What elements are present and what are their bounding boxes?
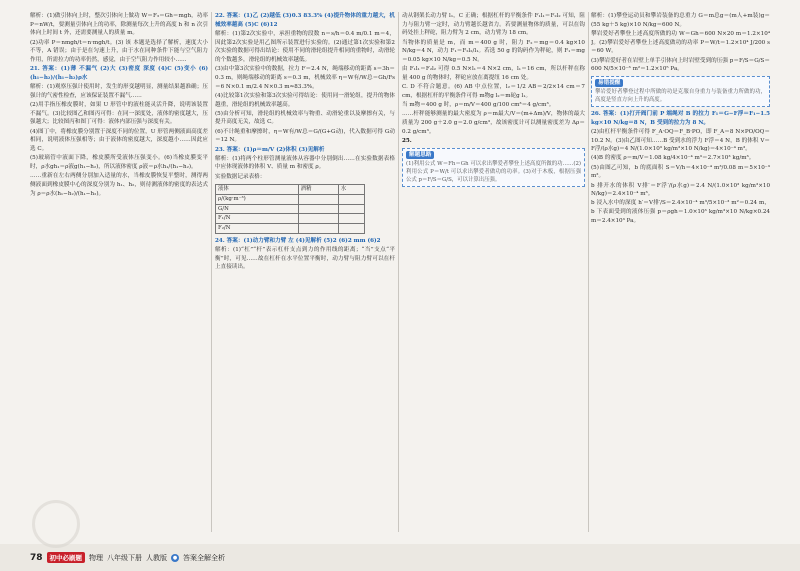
paragraph: ……杆秤能够测量的最大密度为 ρ＝m最大/V＝(m+Δm)/V，物体的最大质量为 200 g＋2.0 g＝2.0 g/cm³，故该密度计可以测量密度差为 Δρ＝0.2 g/cm³。 [402, 111, 585, 135]
paragraph: (3)攀岩爱好者在岩壁上单手引体向上时岩壁受到的压强 p＝F/S＝G/S＝600 N/5×10⁻³ m²＝1.2×10⁵ Pa。 [591, 57, 770, 73]
paragraph: 攀岩爱好者攀登上述高度所做的功 W＝Gh＝600 N×20 m＝1.2×10⁴ J。(2)攀岩爱好者攀登上述高度做功的功率 P＝W/t＝1.2×10⁴ J/200 s＝60 W。 [591, 30, 770, 55]
paragraph: 动从钢架长动力臂 l₁，C 正确；根据杠杆的平衡条件 F₁l₁＝F₂l₂ 可知，阻力与阻力臂一定时，动力臂越长越省力。若要测量物体的质量，可以在钩码处挂上秤砣，阻力臂为 2 cm，动力臂为 18 cm。 [402, 13, 585, 37]
answer-21: 21. 答案：(1)薄 不漏气 (2)大 (3)密度 深度 (4)C (5)变小 (6)(h₁−h₂)/(h₁−h₂)ρ水 [30, 66, 208, 81]
paragraph: C. D 不符合题意。(6) AB 中点位置，l₂＝1/2 AB＝2/2×14 cm＝7 cm，根据杠杆的平衡条件可得 m物g l₂＝m砣g l₁。 [402, 84, 585, 99]
paragraph: (4)图丁中，将橡皮膜分别置于深度不同的位置，U 形管两侧液面高度差相同，说明液体压强相等；由于液体的密度越大，深度越小……因此应选 C。 [30, 128, 208, 153]
column-2 [215, 12, 395, 532]
analysis-text: (1)利用公式 W＝Fh＝Gh 可以求出攀爱者攀登上述高度所做的功……(2)利用公式 P＝W/t 可以求出攀爱者做功的功率。(3)对于木板，根据压强公式 p＝F/S＝G/S，可以计算出压强。 [406, 160, 581, 183]
paragraph: 解析：(1)攀登运动员和攀岩装备的总重力 G＝m总g＝(m人+m装)g＝(55 kg＋5 kg)×10 N/kg＝600 N。 [591, 13, 770, 28]
section-label: 答案全解全析 [183, 553, 226, 562]
paragraph: 当物体的质量是 m，而 m＝400 g 时，阻力 F₂＝mg＝0.4 kg×10 N/kg＝4 N，动力 F₁＝F₂l₂/l₁。若选 50 g 的钩码作为秤砣，则 F₁＝mg＝0.05 kg×10 N/kg＝0.5 N。 [402, 39, 585, 64]
paragraph: 当 m物＝400 g 时，ρ＝m/V＝400 g/100 cm³＝4 g/cm³。 [402, 102, 555, 109]
paragraph: 解析：(1)将两个柱形管测量液体从容器中分别倒出……在实验数据表格中应体现液体的体积 V、质量 m 和密度 ρ。 [215, 155, 395, 171]
table-header-cell: 液体 [216, 185, 299, 195]
series-badge: 初中必刷题 [47, 552, 86, 563]
paragraph: (2)用手指压橡皮膜时，如果 U 形管中的液柱能灵活升降，说明该装置不漏气。(3)比较图乙和图丙可得：在同一深度处，液体的密度越大，压强越大；比较图丙和图丁可得：液体内部压强与深度有关。 [30, 102, 208, 126]
paragraph: b 排开水的体积 V排′＝F浮′/(ρ水g)＝2.4 N/(1.0×10³ kg/m³×10 N/kg)＝2.4×10⁻⁴ m³。 [591, 182, 770, 198]
analysis-label: 解题思路 [406, 151, 434, 159]
subject-label: 物理 [89, 553, 104, 562]
paragraph: (2)由杠杆平衡条件可得 F_A·OQ＝F_B·PO，即 F_A＝8 N×PO/OQ＝10.2 N。(3)由乙图可知……B 受到水的浮力 F浮＝4 N，B 的体积 V＝F浮/(ρ水g)＝4 N/(1.0×10³ kg/m³×10 N/kg)＝4×10⁻⁴ m³。 [591, 128, 770, 153]
paragraph: 解析：(1)做引体向上时，整次引体向上做功 W＝F₃＝Gh＝mgh，功率 P＝nW/t，要测量引体向上的功率，除测量每次上升的高度 h 和 n 次引体向上时间 t 外，还需要测量人的质量 m。 [30, 13, 208, 37]
paragraph: (6)不计绳重和摩擦时，η＝W有/W总＝G/(G+G动)，代入数据可得 G动＝12 N。 [215, 128, 395, 144]
answer-23: 23. 答案：(1)ρ＝m/V (2)体积 (3)见解析 [215, 146, 325, 153]
grade-label: 八年级下册 [107, 553, 143, 562]
edition-label: 人教版 [146, 553, 168, 562]
paragraph: (4)比较第1次实验和第3次实验可得结论：使用同一滑轮组，提升的物体越重，滑轮组的机械效率越高。 [215, 92, 395, 108]
column-divider [588, 12, 589, 532]
tip-label: 易错提醒 [595, 79, 623, 87]
table-cell: F₁/N [216, 214, 299, 224]
paragraph: (4)B 的密度 ρ＝m/V＝1.08 kg/4×10⁻⁴ m³＝2.7×10³ kg/m³。 [591, 155, 755, 162]
paragraph: 解析：(1)第2次实验中，承担重物的段数 n＝s/h＝0.4 m/0.1 m＝4，因此第2次实验是用乙图所示装置进行实验的。(2)通过第1次实验和第2次实验的数据可得出结论：使用不同的滑轮组提升相同的重物时，动滑轮的个数越多，滑轮组的机械效率越低。 [215, 30, 395, 64]
paragraph: 解析：(1)观察压强计使用时，发生的形变越明显，测量结果越准确；压强计的气密性检查，应该保证装置不漏气…… [30, 84, 208, 99]
question-number-25: 25. [402, 137, 412, 144]
tip-text: 攀岩爱好者攀登过程中所做的功是克服自身重力与装备重力所做的功，高度是竖直方向上升的高度。 [595, 88, 766, 103]
answer-24: 24. 答案：(1)动力臂和力臂 左 (4)见解析 (5)2 (6)2 mm (6)2 [215, 237, 381, 244]
column-3 [402, 12, 585, 532]
table-cell: ρ/(kg·m⁻³) [216, 195, 299, 205]
column-4 [591, 12, 770, 532]
paragraph: (5)由图乙可知，b 的底面积 S＝V/h＝4×10⁻⁴ m³/0.08 m＝5×10⁻³ m²。 [591, 164, 770, 180]
table-row [216, 195, 365, 205]
paragraph: (3)由中第3次实验中的数据，拉力 F＝2.4 N，绳端移动的距离 s＝3h＝0.3 m，则绳端移动的距离 s＝0.3 m，机械效率 η＝W有/W总＝Gh/Fs＝6 N×0.1 m/2.4 N×0.3 m≈83.3%。 [215, 66, 395, 90]
column-divider [398, 12, 399, 532]
answer-22: 22. 答案：(1)乙 (2)越低 (3)0.3 83.3% (4)提升物体的重力越大，机械效率越高 (5)C (6)12 [215, 13, 395, 28]
table-header-row [216, 185, 365, 195]
page-number: 78 [30, 552, 43, 563]
paragraph: b 浸入水中的深度 h′＝V排′/S＝2.4×10⁻⁴ m³/5×10⁻³ m²＝0.24 m，b 下表面受到的液体压强 p＝ρgh＝1.0×10³ kg/m³×10 N/kg×0.24 m＝2.4×10³ Pa。 [591, 200, 770, 224]
footer-bar [30, 552, 225, 563]
answer-26: 26. 答案：(1)打开阀门前 P 端绳对 B 的拉力 F₁＝G−F浮＝F₁−1.5 kg×10 N/kg＝8 N，B 受到的拉力为 8 N。 [591, 110, 770, 126]
watermark-logo [32, 500, 80, 548]
table-cell: G/N [216, 204, 299, 214]
paragraph: (2)功率 P＝nmgh/t＝n·mgh/t。(3) 该 本题是选择了解析，速度大小不等，A 错误；由于是在匀速上升，由于水在同种条件下能与空气阻力作用，所需拉力的功率仍然，感觉，由于空气阻力作用较小…… [30, 39, 208, 64]
column-divider [211, 12, 212, 532]
column-1 [30, 12, 208, 532]
answer-ref-icon: ● [172, 554, 178, 561]
tip-box [591, 76, 770, 107]
analysis-box [402, 148, 585, 187]
table-caption: 实验数据记录表格： [215, 173, 266, 180]
data-table [215, 184, 365, 234]
paragraph: 由 F₁l₁＝F₂l₂ 可得 0.5 N×l₁＝4 N×2 cm，l₁＝16 cm，所以杆秤在称量 400 g 的物体时，秤砣应放在离提纽 16 cm 处。 [402, 66, 585, 81]
paragraph: ……重新在左右两侧分别加入适量的水，当橡皮膜恢复平整时，测得两侧液面到橡皮膜中心的深度分别为 h₁、h₂，则待测液体的密度的表达式为 ρ＝ρ水(h₁−h₂)/(h₁−h₂)。 [30, 173, 208, 197]
paragraph: 解析：(1)“杠”“杆”表示杠杆支点到力的作用线的距离；“当”支点“平衡”时，可见……故在杠杆在水平位置平衡时，动力臂与阻力臂可以在杆上直接读出。 [215, 247, 395, 271]
paragraph: (5)由分析可知，滑轮组的机械效率与物重、动滑轮重以及摩擦有关，与提升高度无关，故选 C。 [215, 110, 395, 126]
table-header-cell: 酒精 [298, 185, 338, 195]
table-row [216, 204, 365, 214]
table-row [216, 214, 365, 224]
table-cell: F₂/N [216, 224, 299, 234]
paragraph: (5)玻璃管中液面下降，橡皮膜所受液体压强变小。(6)当橡皮膜变平时，ρ水gh₁＝ρ液g(h₁−h₂)，所以液体密度 ρ液＝ρ水h₁/(h₁−h₂)。 [30, 155, 208, 170]
table-header-cell: 水 [338, 185, 364, 195]
table-row [216, 224, 365, 234]
